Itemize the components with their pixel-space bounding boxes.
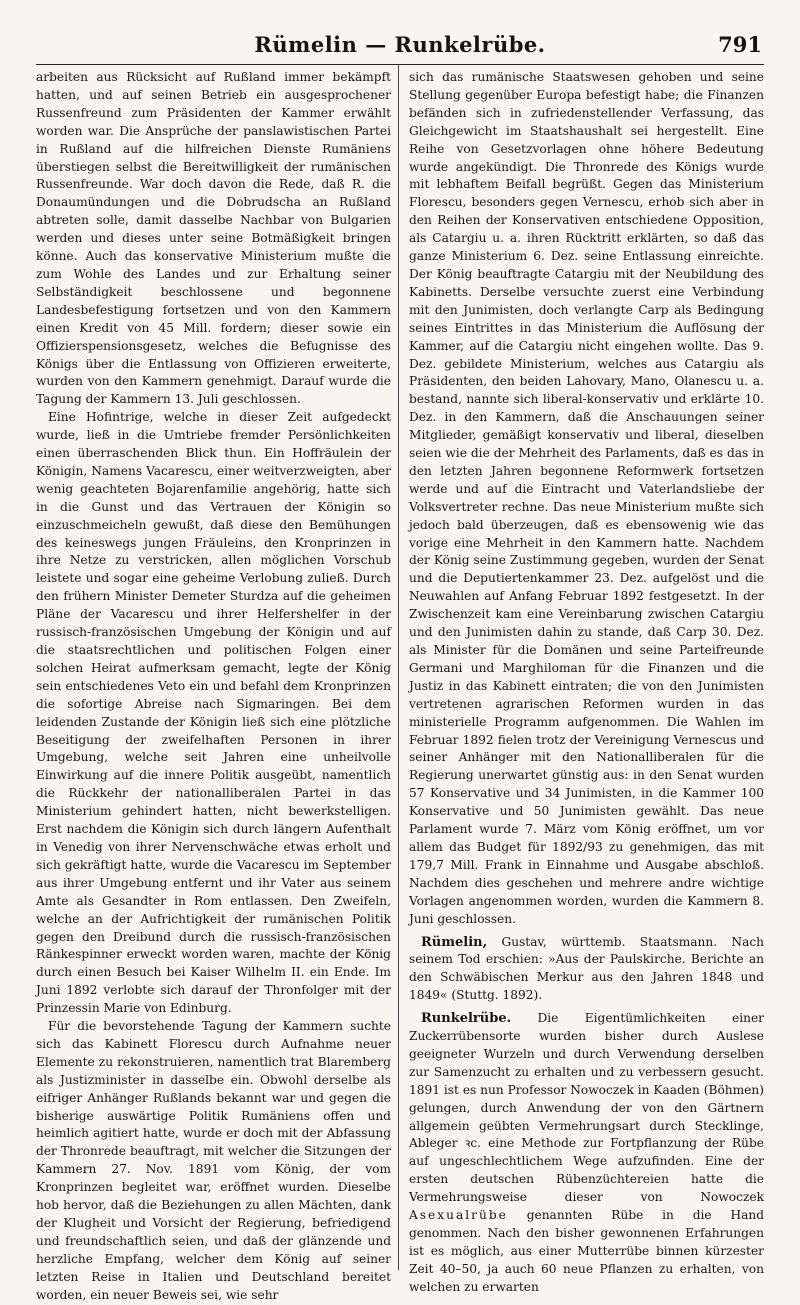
paragraph: arbeiten aus Rücksicht auf Rußland immer bekämpft hatten, und auf seinen Betrieb ein ausgesprochener Russenfreund zum Präsidenten der Kammer erwählt worden war. Die Ansprüche der panslawistischen Partei in Rußland auf die hilfreichen Dienste Rumäniens überstiegen selbst die Bereitwilligkeit der rumänischen Russenfreunde. War doch davon die Rede, daß R. die Donaumündungen und die Dobrudscha an Rußland abtreten solle, damit dasselbe Nachbar von Bulgarien werden und dieses unter seine Botmäßigkeit bringen könne. Auch das konservative Ministerium mußte die zum Wohle des Landes und zur Erhaltung seiner Selbständigkeit beschlossene und begonnene Landesbefestigung fortsetzen und von den Kammern einen Kredit von 45 Mill. fordern; dieser sowie ein Offizierspensionsgesetz, welches die Befugnisse des Königs über die Entlassung von Offizieren erweiterte, wurden von den Kammern genehmigt. Darauf wurde die Tagung der Kammern 13. Juli geschlossen.: [36, 70, 391, 407]
entry-lemma: Rümelin,: [421, 934, 488, 950]
paragraph: sich das rumänische Staatswesen gehoben und seine Stellung gegenüber Europa befestigt habe; die Finanzen befänden sich in zufriedenstellender Verfassung, das Gleichgewicht im Staatshaushalt sei hergestellt. Eine Reihe von Gesetzvorlagen ohne höhere Bedeutung wurde angekündigt. Die Thronrede des Königs wurde mit lebhaftem Beifall begrüßt. Gegen das Ministerium Florescu, besonders gegen Vernescu, erhob sich aber in den Reihen der Konservativen entschiedene Opposition, als Catargiu u. a. ihren Rücktritt erklärten, so daß das ganze Ministerium 6. Dez. seine Entlassung einreichte. Der König beauftragte Catargiu mit der Neubildung des Kabinetts. Derselbe versuchte zuerst eine Verbindung mit den Junimisten, doch verlangte Carp als Bedingung seines Eintrittes in das Ministerium die Auflösung der Kammer, auf die Catargiu nicht eingehen wollte. Das 9. Dez. gebildete Ministerium, welches aus Catargiu als Präsidenten, den beiden Lahovary, Mano, Olanescu u. a. bestand, nannte sich liberal-konservativ und erklärte 10. Dez. in den Kammern, daß die Anschauungen seiner Mitglieder, gemäßigt konservativ und liberal, dieselben seien wie die der Mehrheit des Parlaments, daß es das in den letzten Jahren begonnene Reformwerk fortsetzen werde und auf die Eintracht und Vaterlandsliebe der Volksvertreter rechne. Das neue Ministerium mußte sich jedoch bald überzeugen, daß es ebensowenig wie das vorige eine Mehrheit in den Kammern hatte. Nachdem der König seine Zustimmung gegeben, wurden der Senat und die Deputiertenkammer 23. Dez. aufgelöst und die Neuwahlen auf Anfang Februar 1892 festgesetzt. In der Zwischenzeit kam eine Vereinbarung zwischen Catargiu und den Junimisten dahin zu stande, daß Carp 30. Dez. als Minister für die Domänen und seine Parteifreunde Germani und Marghiloman für die Finanzen und die Justiz in das Kabinett eintraten; die von den Junimisten vertretenen agrarischen Reformen wurden in das ministerielle Programm aufgenommen. Die Wahlen im Februar 1892 fielen trotz der Vereinigung Vernescus und seiner Anhänger mit den Nationalliberalen für die Regierung unerwartet günstig aus: in den Senat wurden 57 Konservative und 34 Junimisten, in die Kammer 100 Konservative und 50 Junimisten gewählt. Das neue Parlament wurde 7. März vom König eröffnet, um vor allem das Budget für 1892/93 zu genehmigen, das mit 179,7 Mill. Frank in Einnahme und Ausgabe abschloß. Nachdem dies geschehen und mehrere andre wichtige Vorlagen angenommen worden, wurden die Kammern 8. Juni geschlossen.: [409, 70, 764, 926]
entry-text: genannten Rübe in die Hand genommen. Nach den bisher gewonnenen Erfahrungen ist es möglich, aus einer Mutterrübe binnen kürzester Zeit 40–50, ja auch 60 neue Pflanzen zu erhalten, von welchen zu erwarten: [409, 1208, 765, 1294]
right-column: [409, 69, 764, 1305]
left-column: [36, 69, 391, 1305]
paragraph: Eine Hofintrige, welche in dieser Zeit aufgedeckt wurde, ließ in die Umtriebe fremder Persönlichkeiten einen überraschenden Blick thun. Ein Hoffräulein der Königin, Namens Vacarescu, einer weitverzweigten, aber wenig geachteten Bojarenfamilie angehörig, hatte sich in die Gunst und das Vertrauen der Königin so einzuschmeicheln gewußt, daß diese den Bemühungen des keineswegs jungen Fräuleins, den Kronprinzen in ihre Netze zu verstricken, allen möglichen Vorschub leistete und sogar eine geheime Verlobung zuließ. Durch den frühern Minister Demeter Sturdza auf die geheimen Pläne der Vacarescu und ihrer Helfershelfer in der russisch-französischen Umgebung der Königin und auf die staatsrechtlichen und politischen Folgen einer solchen Heirat aufmerksam gemacht, legte der König sein entschiedenes Veto ein und befahl dem Kronprinzen die sofortige Abreise nach Sigmaringen. Bei dem leidenden Zustande der Königin ließ sich eine plötzliche Beseitigung der zweifelhaften Personen in ihrer Umgebung, welche seit Jahren eine unheilvolle Einwirkung auf die innere Politik ausgeübt, namentlich die Rückkehr der nationalliberalen Partei in das Ministerium gehindert hatten, nicht bewerkstelligen. Erst nachdem die Königin sich durch längern Aufenthalt in Venedig von ihrer Nervenschwäche etwas erholt und sich gekräftigt hatte, wurde die Vacarescu im September aus ihrer Umgebung entfernt und ihr Vater aus seinem Amte als Gesandter in Rom entlassen. Den Zweifeln, welche an der Aufrichtigkeit der rumänischen Politik gegen den Dreibund durch die russisch-französischen Ränkespinner erweckt worden waren, machte der König durch einen Besuch bei Kaiser Wilhelm II. ein Ende. Im Juni 1892 verlobte sich darauf der Thronfolger mit der Prinzessin Marie von Edinburg.: [36, 410, 391, 1016]
page-header: [36, 30, 764, 65]
text-columns: [36, 69, 764, 1305]
paragraph: Für die bevorstehende Tagung der Kammern suchte sich das Kabinett Florescu durch Aufnahme neuer Elemente zu rekonstruieren, namentlich trat Blaremberg als Justizminister in dasselbe ein. Obwohl derselbe als eifriger Anhänger Rußlands bekannt war und gegen die bisherige auswärtige Politik Rumäniens offen und heimlich agitiert hatte, wurde er doch mit der Abfassung der Thronrede beauftragt, mit welcher die Sitzungen der Kammern 27. Nov. 1891 vom König, der vom Kronprinzen begleitet war, eröffnet wurden. Dieselbe hob hervor, daß die Beziehungen zu allen Mächten, dank der Klugheit und Vorsicht der Regierung, befriedigend und freundschaftlich seien, und daß der glänzende und herzliche Empfang, welcher dem König auf seiner letzten Reise in Italien und Deutschland bereitet worden, ein neuer Beweis sei, wie sehr: [36, 1019, 391, 1302]
entry-runkelruebe: [409, 1010, 764, 1297]
page-number: 791: [718, 32, 762, 57]
column-divider: [398, 65, 399, 1270]
spaced-term: Asexualrübe: [409, 1208, 508, 1223]
entry-text: Die Eigentümlichkeiten einer Zuckerrübensorte wurden bisher durch Auslese geeigneter Wurzeln und durch Verwendung derselben zur Samenzucht zu erhalten und zu verbessern gesucht. 1891 ist es nun Professor Nowoczek in Kaaden (Böhmen) gelungen, durch Anwendung der von den Gärtnern allgemein geübten Vermehrungsart durch Stecklinge, Ableger ꝛc. eine Methode zur Fortpflanzung der Rübe auf ungeschlechtlichem Wege aufzufinden. Eine der ersten deutschen Rübenzüchtereien hatte die Vermehrungsweise dieser von Nowoczek: [409, 1011, 765, 1205]
entry-ruemelin: [409, 934, 764, 1006]
entry-text: Gustav, württemb. Staatsmann. Nach seinem Tod erschien: »Aus der Paulskirche. Berichte an den Schwäbischen Merkur aus den Jahren 1848 und 1849« (Stuttg. 1892).: [409, 934, 765, 1003]
entry-lemma: Runkelrübe.: [421, 1011, 512, 1027]
running-head: Rümelin — Runkelrübe.: [254, 32, 546, 57]
